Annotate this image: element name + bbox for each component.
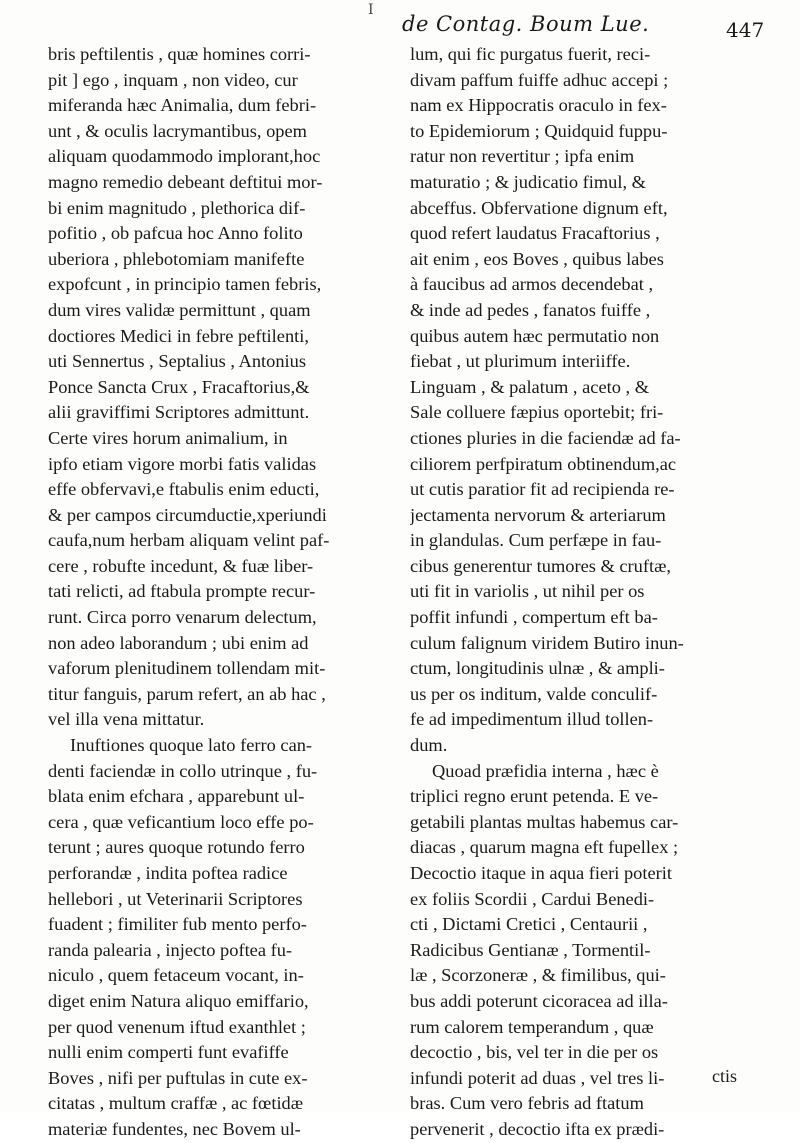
- text-line: bris peftilentis , quæ homines corri-: [48, 44, 311, 64]
- text-line: per quod venenum iftud exanthlet ;: [48, 1016, 306, 1037]
- text-line: ait enim , eos Boves , quibus labes: [410, 248, 664, 269]
- text-line: uberiora , phlebotomiam manifefte: [48, 248, 305, 269]
- text-line: diget enim Natura aliquo emiffario,: [48, 990, 309, 1011]
- text-line: us per os inditum, valde conculif-: [410, 683, 658, 704]
- text-line: alii graviffimi Scriptores admittunt.: [48, 402, 310, 423]
- text-line: jectamenta nervorum & arteriarum: [410, 504, 666, 525]
- text-line: pofitio , ob pafcua hoc Anno folito: [48, 223, 303, 244]
- text-line: citatas , multum craffæ , ac fœtidæ: [48, 1093, 304, 1114]
- text-line: magno remedio debeant deftitui mor-: [48, 171, 323, 192]
- folio-mark: I: [368, 2, 374, 18]
- text-line: effe obfervavi,e ftabulis enim educti,: [48, 479, 320, 500]
- text-line: cere , robufte incedunt, & fuæ liber-: [48, 555, 314, 576]
- text-line: ut cutis paratior fit ad recipienda re-: [410, 479, 675, 500]
- text-line: Decoctio itaque in aqua fieri poterit: [410, 863, 672, 883]
- text-line: miferanda hæc Animalia, dum febri-: [48, 95, 317, 116]
- text-line: getabili plantas multas habemus car-: [410, 811, 679, 832]
- text-line: bras. Cum vero febris ad ftatum: [410, 1093, 644, 1114]
- text-line: Quoad præfidia interna , hæc è: [432, 760, 659, 781]
- text-line: quibus autem hæc permutatio non: [410, 325, 660, 346]
- text-line: poffit infundi , compertum eft ba-: [410, 607, 658, 628]
- text-line: uti Sennertus , Septalius , Antonius: [48, 351, 306, 372]
- text-line: vaforum plenitudinem tollendam mit-: [48, 658, 326, 679]
- text-line: runt. Circa porro venarum delectum,: [48, 607, 317, 628]
- text-line: Linguam , & palatum , aceto , &: [410, 376, 650, 397]
- text-line: maturatio ; & judicatio fimul, &: [410, 171, 646, 192]
- text-line: uti fit in variolis , ut nihil per os: [410, 581, 645, 602]
- text-line: rum calorem temperandum , quæ: [410, 1016, 654, 1037]
- text-line: lum, qui fic purgatus fuerit, reci-: [410, 44, 651, 64]
- text-line: expofcunt , in principio tamen febris,: [48, 274, 322, 295]
- text-line: bi enim magnitudo , plethorica dif-: [48, 197, 306, 218]
- text-line: non adeo laborandum ; ubi enim ad: [48, 632, 309, 653]
- left-text-column: [48, 42, 394, 1143]
- text-line: læ , Scorzoneræ , & fimilibus, qui-: [410, 965, 666, 986]
- text-line: blata enim efchara , apparebunt ul-: [48, 786, 305, 807]
- text-line: quod refert laudatus Fracaftorius ,: [410, 223, 660, 244]
- text-line: fiebat , ut plurimum interiiffe.: [410, 351, 631, 372]
- catchword: ctis: [712, 1066, 737, 1086]
- text-line: ciliorem perfpiratum obtinendum,ac: [410, 453, 677, 474]
- text-line: bus addi poterunt cicoracea ad illa-: [410, 990, 668, 1011]
- text-line: culum falignum viridem Butiro inun-: [410, 632, 684, 653]
- text-line: ctum, longitudinis ulnæ , & ampli-: [410, 658, 665, 679]
- right-text-column: [410, 42, 762, 1143]
- text-line: infundi poterit ad duas , vel tres li-: [410, 1067, 665, 1088]
- text-line: caufa,num herbam aliquam velint paf-: [48, 530, 330, 551]
- text-line: Certe vires horum animalium, in: [48, 427, 288, 448]
- text-line: triplici regno erunt petenda. E ve-: [410, 786, 659, 807]
- text-line: cera , quæ veficantium loco effe po-: [48, 811, 314, 832]
- text-line: hellebori , ut Veterinarii Scriptores: [48, 888, 303, 909]
- text-line: Ponce Sancta Crux , Fracaftorius,&: [48, 376, 310, 397]
- text-line: nulli enim comperti funt evafiffe: [48, 1042, 289, 1063]
- text-line: abceffus. Obfervatione dignum eft,: [410, 197, 668, 218]
- text-line: ex foliis Scordii , Cardui Benedi-: [410, 888, 655, 909]
- text-line: denti faciendæ in collo utrinque , fu-: [48, 760, 318, 781]
- text-line: Inuftiones quoque lato ferro can-: [70, 735, 313, 756]
- text-line: titur fanguis, parum refert, an ab hac ,: [48, 683, 326, 704]
- text-line: decoctio , bis, vel ter in die per os: [410, 1042, 659, 1063]
- text-line: tati relicti, ad ftabula prompte recur-: [48, 581, 316, 602]
- text-line: dum.: [410, 735, 448, 756]
- text-line: diacas , quarum magna eft fupellex ;: [410, 837, 679, 858]
- text-line: à faucibus ad armos decendebat ,: [410, 274, 654, 295]
- text-line: terunt ; aures quoque rotundo ferro: [48, 837, 305, 858]
- text-line: & inde ad pedes , fanatos fuiffe ,: [410, 299, 651, 320]
- text-line: Radicibus Gentianæ , Tormentil-: [410, 939, 651, 960]
- text-line: niculo , quem fetaceum vocant, in-: [48, 965, 304, 986]
- text-line: materiæ fundentes, nec Bovem ul-: [48, 1118, 301, 1139]
- text-line: vel illa vena mittatur.: [48, 709, 205, 730]
- text-line: ctiones pluries in die faciendæ ad fa-: [410, 427, 681, 448]
- text-line: cibus generentur tumores & cruftæ,: [410, 555, 671, 576]
- text-line: cti , Dictami Cretici , Centaurii ,: [410, 914, 648, 935]
- text-line: to Epidemiorum ; Quidquid fuppu-: [410, 120, 668, 141]
- text-line: Sale colluere fæpius oportebit; fri-: [410, 402, 664, 423]
- text-line: fuadent ; fimiliter fub mento perfo-: [48, 914, 307, 935]
- text-line: pit ] ego , inquam , non video, cur: [48, 69, 298, 90]
- text-line: & per campos circumductie,xperiundi: [48, 504, 327, 525]
- text-line: nam ex Hippocratis oraculo in fex-: [410, 95, 667, 116]
- text-line: Boves , nifi per puftulas in cute ex-: [48, 1067, 308, 1088]
- text-line: divam paffum fuiffe adhuc accepi ;: [410, 69, 669, 90]
- text-line: in glandulas. Cum perfæpe in fau-: [410, 530, 662, 551]
- text-line: doctiores Medici in febre peftilenti,: [48, 325, 309, 346]
- text-line: pervenerit , decoctio ifta ex prædi-: [410, 1118, 665, 1139]
- text-line: ratur non revertitur ; ipfa enim: [410, 146, 635, 167]
- text-line: ipfo etiam vigore morbi fatis validas: [48, 453, 317, 474]
- text-line: unt , & oculis lacrymantibus, opem: [48, 120, 307, 141]
- page-number: 447: [726, 18, 765, 42]
- text-line: dum vires validæ permittunt , quam: [48, 299, 311, 320]
- text-line: perforandæ , indita poftea radice: [48, 863, 288, 883]
- text-line: fe ad impedimentum illud tollen-: [410, 709, 654, 730]
- text-line: randa palearia , injecto poftea fu-: [48, 939, 293, 960]
- running-head: de Contag. Boum Lue.: [402, 12, 650, 36]
- text-line: aliquam quodammodo implorant,hoc: [48, 146, 321, 167]
